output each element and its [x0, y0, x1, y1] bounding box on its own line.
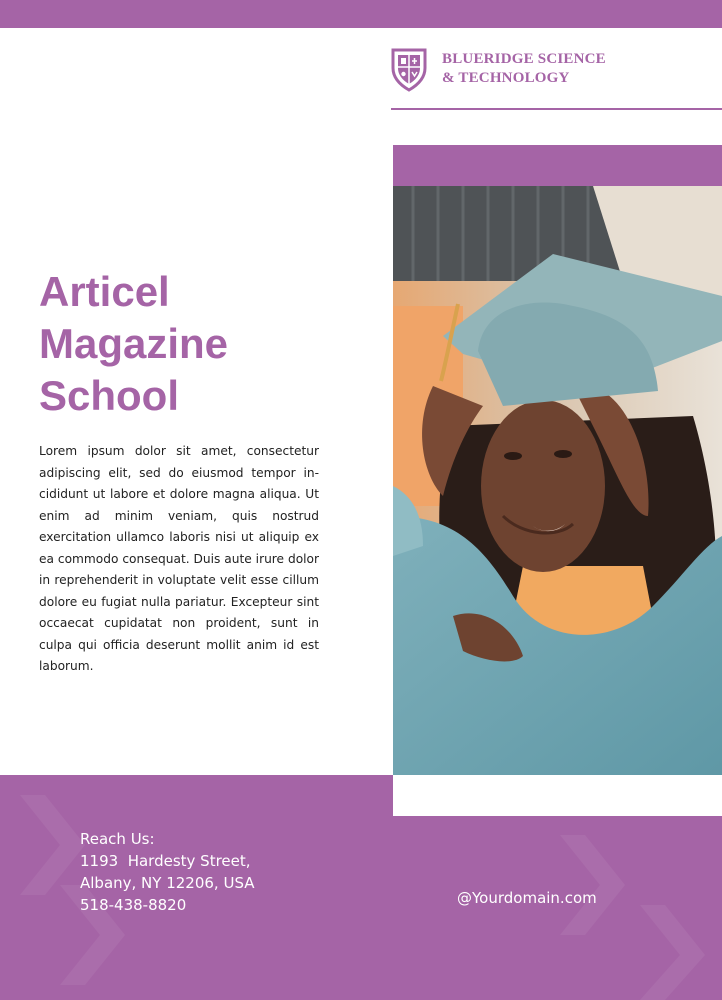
article-body: Lorem ipsum dolor sit amet, consectetur adipiscing elit, sed do eiusmod tempor incididunt ut labore et dolore magna aliqua. Ut enim ad minim veniam, quis nostrud exercitation ullamco laboris nisi ut aliquip ex ea commodo consequat. Duis aute irure dolor in reprehenderit in voluptate velit esse cillum dolore eu fugiat nulla pariatur. Excepteur sint occaecat cupidatat non proident, sunt in culpa qui officia deserunt mollit anim id est laborum. — [39, 444, 319, 673]
top-accent-bar — [0, 0, 722, 28]
brand-name — [442, 50, 606, 88]
brand-name-line-2: & TECHNOLOGY — [442, 70, 570, 86]
graduate-photo — [393, 186, 722, 775]
contact-block — [80, 828, 255, 916]
website-domain: @Yourdomain.com — [457, 889, 597, 907]
header-divider — [391, 108, 722, 110]
photo-top-band — [393, 145, 722, 186]
graduate-illustration — [393, 186, 722, 775]
footer-notch — [393, 775, 722, 816]
title-line-2: Magazine — [39, 320, 229, 367]
contact-street: 1193 Hardesty Street, — [80, 852, 251, 870]
title-line-3: School — [39, 372, 180, 419]
title-line-1: Articel — [39, 268, 170, 315]
shield-crest-icon — [390, 46, 428, 92]
brand-name-line-1: BLUERIDGE SCIENCE — [442, 51, 606, 67]
article-title — [39, 266, 228, 422]
brand-logo — [390, 46, 606, 92]
contact-city: Albany, NY 12206, USA — [80, 874, 255, 892]
contact-heading: Reach Us: — [80, 830, 155, 848]
contact-phone: 518-438-8820 — [80, 896, 187, 914]
